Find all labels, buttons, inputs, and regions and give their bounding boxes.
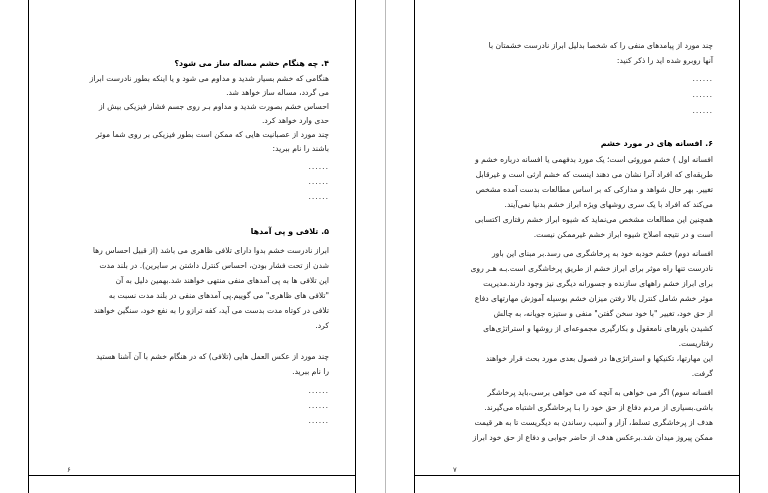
section-4-line: می گردد، مساله ساز خواهد شد. — [226, 88, 329, 97]
section-4-line: باشند را نام ببرید: — [272, 144, 329, 153]
section-5-question: چند مورد از عکس العمل هایی (تلافی) که در هنگام خشم با آن آشنا هستید — [96, 352, 329, 361]
section-5-question: را نام ببرید. — [292, 367, 329, 376]
page-6 — [28, 0, 356, 493]
section-5-heading: ۵. تلافی و پی آمدها — [250, 227, 329, 236]
page-number: ۷ — [453, 466, 457, 474]
section-6-line: همچنین این مطالعات مشخص می‌نماید که شیوه ابراز خشم رفتاری اکتسابی — [474, 215, 713, 224]
section-6-line: افسانه دوم) خشم خودبه خود به پرخاشگری می رسد.بر مبنای این باور — [492, 249, 713, 258]
section-6-line: طریقه‌ای که افراد آنرا نشان می دهند اینست که خشم ارثی است و غیرقابل — [475, 170, 713, 179]
page-divider — [385, 0, 386, 493]
section-4-line: حدی وارد خواهد کرد. — [261, 116, 329, 125]
intro-line: چند مورد از پیامدهای منفی را که شخصا بدلیل ابراز نادرست خشمتان با — [488, 41, 713, 50]
section-5-line: این تلافی ها به پی آمدهای منفی منتهی خواهند شد.بهمین دلیل به آن — [115, 276, 329, 285]
section-6-line: افسانه سوم) اگر می خواهی به آنچه که می خواهی برسی،باید پرخاشگر — [487, 388, 713, 397]
section-6-line: ممکن پیروز میدان شد.برعکس هدف از حاضر جوابی و دفاع از حق خود ابراز — [472, 433, 713, 442]
section-6-line: گرفت. — [691, 369, 713, 378]
section-6-line: هدف از پرخاشگری تسلط، آزار و آسیب رساندن به دیگریست تا به هر قیمت — [474, 418, 713, 427]
section-6-line: برای ابراز خشم راههای سازنده و جسورانه دیگری نیز وجود دارند.مدیریت — [483, 279, 713, 288]
section-6-line: رفتاریست. — [678, 339, 713, 348]
section-6-line: این مهارتها، تکنیکها و استراتژی‌ها در فصول بعدی مورد بحث قرار خواهند — [485, 354, 713, 363]
section-5-line: شدن از تحت فشار بودن، احساس کنترل داشتن بر سایرین). در بلند مدت — [99, 261, 329, 270]
section-6-line: است و در نتیجه اصلاح شیوه ابراز خشم غیرممکن نیست. — [533, 230, 713, 239]
answer-blank: ...... — [308, 386, 329, 395]
section-6-heading: ۶. افسانه های در مورد خشم — [600, 139, 713, 148]
section-5-line: تلافی در کوتاه مدت بدست می آید، کفه ترازو را به نفع خود، سنگین خواهند — [93, 306, 329, 315]
section-5-line: ابراز نادرست خشم بدوا دارای تلافی ظاهری می باشد (از قبیل احساس رها — [92, 246, 329, 255]
section-4-line: هنگامی که خشم بسیار شدید و مداوم می شود و یا اینکه بطور نادرست ابراز — [89, 74, 329, 83]
section-6-line: نادرست تنها راه موثر برای ابراز خشم از طریق پرخاشگری است.بـه هـر روی — [470, 264, 713, 273]
section-6-line: افسانه اول ) خشم موروثی است؛ یک مورد بدفهمی یا افسانه درباره خشم و — [475, 155, 713, 164]
section-6-line: کشیدن باورهای نامعقول و بکارگیری مجموعه‌ای از روشها و استراتژی‌های — [483, 324, 713, 333]
section-4-line: احساس خشم بصورت شدید و مداوم بـر روی جسم فشار فیزیکی بیش از — [98, 102, 329, 111]
section-6-line: تغییر. بهر حال شواهد و مدارکی که بر اساس مطالعات بدست آمده مشخص — [475, 185, 713, 194]
section-6-line: موثر خشم شامل کنترل بالا رفتن میزان خشم بوسیله آموزش مهارتهای دفاع — [474, 294, 713, 303]
section-6-line: باشی.بسیاری از مردم دفاع از حق خود را بـا پرخاشگری اشتباه می‌گیرند. — [484, 403, 713, 412]
section-4-line: چند مورد از عصبانیت هایی که ممکن است بطور فیزیکی بر روی شما موثر — [95, 130, 329, 139]
page-7 — [414, 0, 740, 493]
answer-blank: ...... — [692, 106, 713, 115]
answer-blank: ...... — [308, 416, 329, 425]
answer-blank: ...... — [308, 401, 329, 410]
page-number: ۶ — [67, 466, 71, 474]
answer-blank: ...... — [308, 162, 329, 171]
answer-blank: ...... — [692, 90, 713, 99]
section-4-heading: ۴. چه هنگام خشم مساله ساز می شود؟ — [174, 59, 329, 68]
section-6-line: می‌کند که افراد با یک سری روشهای ویژه ابراز خشم بدنیا نمی‌آیند. — [504, 200, 713, 209]
intro-line: آنها روبرو شده اید را ذکر کنید: — [616, 56, 713, 65]
section-5-line: "تلافی های ظاهری" می گوییم.پی آمدهای منفی در بلند مدت نسبت به — [108, 291, 329, 300]
section-6-line: از حق خود، تغییر "با خود سخن گفتن" منفی و ستیزه جویانه، به چالش — [493, 309, 713, 318]
answer-blank: ...... — [308, 192, 329, 201]
answer-blank: ...... — [692, 74, 713, 83]
answer-blank: ...... — [308, 177, 329, 186]
section-5-line: کرد. — [315, 321, 329, 330]
